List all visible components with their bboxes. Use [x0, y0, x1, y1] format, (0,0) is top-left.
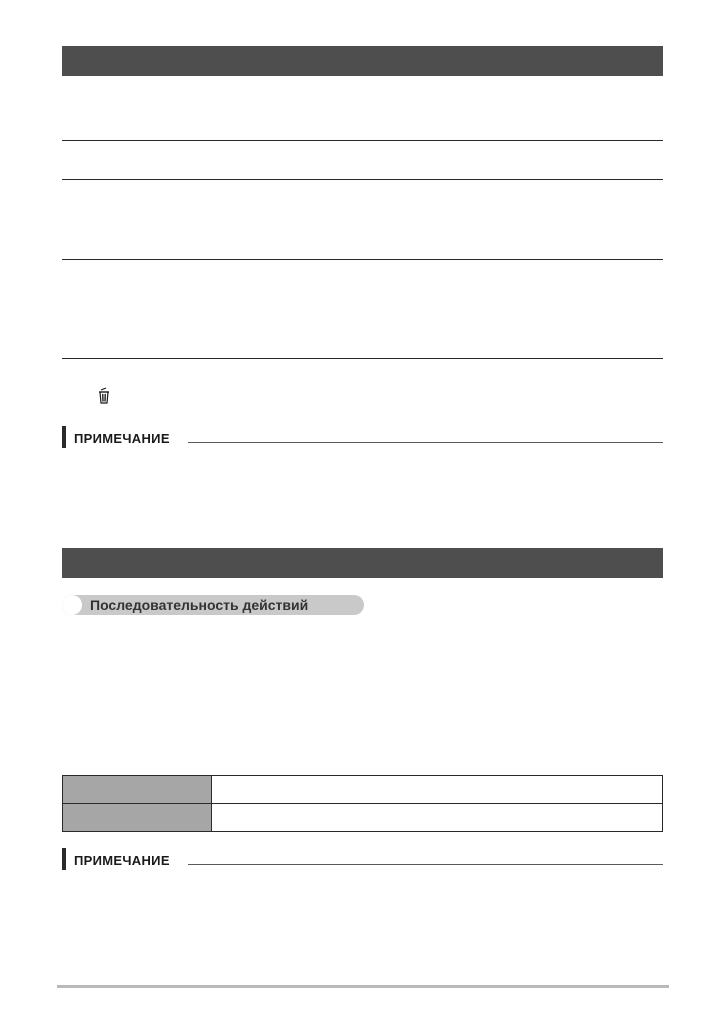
table-divider	[62, 179, 663, 180]
note-label: ПРИМЕЧАНИЕ	[74, 853, 170, 868]
trash-icon	[97, 387, 111, 405]
section-header-band	[62, 548, 663, 578]
table-row	[63, 804, 662, 831]
table-row-header	[63, 776, 212, 803]
section-header-band	[62, 46, 663, 76]
note-marker	[62, 848, 66, 870]
table-divider	[62, 140, 663, 141]
table-row-header	[63, 804, 212, 831]
procedure-cap	[62, 595, 82, 615]
procedure-label	[62, 595, 364, 615]
table-row-value	[212, 804, 662, 831]
procedure-label-text: Последовательность действий	[90, 597, 309, 613]
note-label: ПРИМЕЧАНИЕ	[74, 431, 170, 446]
note-heading	[62, 426, 663, 448]
table-row-value	[212, 776, 662, 803]
note-rule	[188, 864, 663, 865]
note-rule	[188, 442, 663, 443]
table-row	[63, 776, 662, 804]
table-divider	[62, 358, 663, 359]
footer-rule	[57, 985, 669, 988]
note-heading	[62, 848, 663, 870]
options-table	[62, 775, 663, 832]
note-marker	[62, 426, 66, 448]
table-divider	[62, 259, 663, 260]
